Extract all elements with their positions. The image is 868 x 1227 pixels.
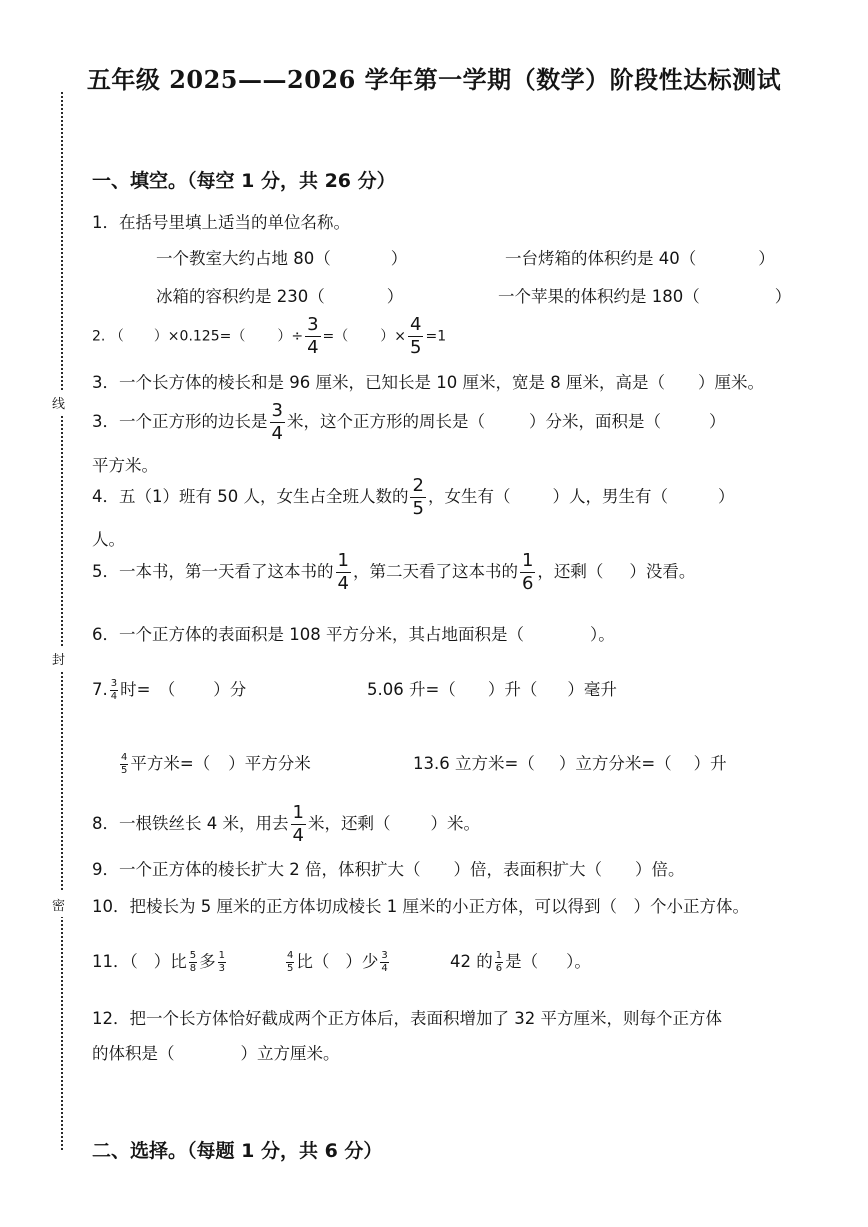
question-7-row-2b: 13.6 立方米=（ ）立方分米=（ ）升 <box>413 754 727 773</box>
q1-item-d: 一个苹果的体积约是 180（ ） <box>498 287 792 306</box>
margin-label-feng: 封 <box>52 646 65 671</box>
question-3b-line2: 平方米。 <box>92 456 158 475</box>
fraction: $\frac{3}{4}$ <box>110 678 118 702</box>
q1-item-c: 冰箱的容积约是 230（ ） <box>156 287 404 306</box>
margin-label-mi: 密 <box>52 892 65 917</box>
fraction: $\frac{3}{4}$ <box>307 314 319 358</box>
fraction: $\frac{1}{3}$ <box>218 950 225 974</box>
question-11: 11．（ ）比 $\frac{5}{8}$ 多 $\frac{1}{3}$ <box>92 950 225 974</box>
question-5: 5．一本书，第一天看了这本书的 $\frac{1}{4}$ ，第二天看了这本书的 $\frac{1}{6}$ ，还剩（ ）没看。 <box>92 550 696 594</box>
question-11-part-3: 42 的 $\frac{1}{6}$ 是（ ）。 <box>450 950 591 974</box>
question-12: 12．把一个长方体恰好截成两个正方体后，表面积增加了 32 平方厘米，则每个正方体 <box>92 1009 722 1028</box>
q1-item-a: 一个教室大约占地 80（ ） <box>156 249 408 268</box>
fraction: $\frac{4}{5}$ <box>410 314 422 358</box>
question-1: 1．在括号里填上适当的单位名称。 <box>92 213 350 232</box>
question-7-row-1b: 5.06 升=（ ）升（ ）毫升 <box>367 680 617 699</box>
fraction: $\frac{5}{8}$ <box>189 950 197 974</box>
question-6: 6．一个正方体的表面积是 108 平方分米，其占地面积是（ ）。 <box>92 625 615 644</box>
section-2-heading: 二、选择。（每题 1 分，共 6 分） <box>92 1140 383 1162</box>
q1-item-b: 一台烤箱的体积约是 40（ ） <box>505 249 775 268</box>
question-10: 10．把棱长为 5 厘米的正方体切成棱长 1 厘米的小正方体，可以得到（ ）个小正方体。 <box>92 897 749 916</box>
section-1-heading: 一、填空。（每空 1 分，共 26 分） <box>92 170 396 192</box>
question-12-line2: 的体积是（ ）立方厘米。 <box>92 1044 340 1063</box>
fraction: $\frac{4}{5}$ <box>121 752 128 776</box>
question-9: 9．一个正方体的棱长扩大 2 倍，体积扩大（ ）倍，表面积扩大（ ）倍。 <box>92 860 685 879</box>
fraction: $\frac{4}{5}$ <box>287 950 294 974</box>
fraction: $\frac{2}{5}$ <box>412 475 424 519</box>
binding-dotted-line <box>61 92 63 1150</box>
question-7-row-1: 7. $\frac{3}{4}$ 时= （ ）分 <box>92 678 247 702</box>
question-3b: 3．一个正方形的边长是 $\frac{3}{4}$ 米，这个正方形的周长是（ ）分米，面积是（ ） <box>92 400 726 444</box>
fraction: $\frac{3}{4}$ <box>271 400 283 444</box>
margin-label-xian: 线 <box>52 390 65 415</box>
fraction: $\frac{1}{4}$ <box>337 550 349 594</box>
question-11-part-2: $\frac{4}{5}$ 比（ ）少 $\frac{3}{4}$ <box>287 950 388 974</box>
fraction: $\frac{1}{6}$ <box>521 550 534 594</box>
fraction: $\frac{3}{4}$ <box>381 950 388 974</box>
question-2: 2. （ ）×0.125=（ ）÷ $\frac{3}{4}$ =（ ）× $\frac{4}{5}$ =1 <box>92 314 447 358</box>
question-4: 4．五（1）班有 50 人，女生占全班人数的 $\frac{2}{5}$ ，女生有（ ）人，男生有（ ） <box>92 475 735 519</box>
question-4-line2: 人。 <box>92 530 125 549</box>
fraction: $\frac{1}{4}$ <box>292 802 304 846</box>
question-8: 8．一根铁丝长 4 米，用去 $\frac{1}{4}$ 米，还剩（ ）米。 <box>92 802 480 846</box>
question-3a: 3．一个长方体的棱长和是 96 厘米，已知长是 10 厘米，宽是 8 厘米，高是（ ）厘米。 <box>92 373 764 392</box>
fraction: $\frac{1}{6}$ <box>495 950 503 974</box>
page-title: 五年级 2025——2026 学年第一学期（数学）阶段性达标测试 <box>86 65 782 94</box>
question-7-row-2: $\frac{4}{5}$ 平方米=（ ）平方分米 <box>121 752 311 776</box>
